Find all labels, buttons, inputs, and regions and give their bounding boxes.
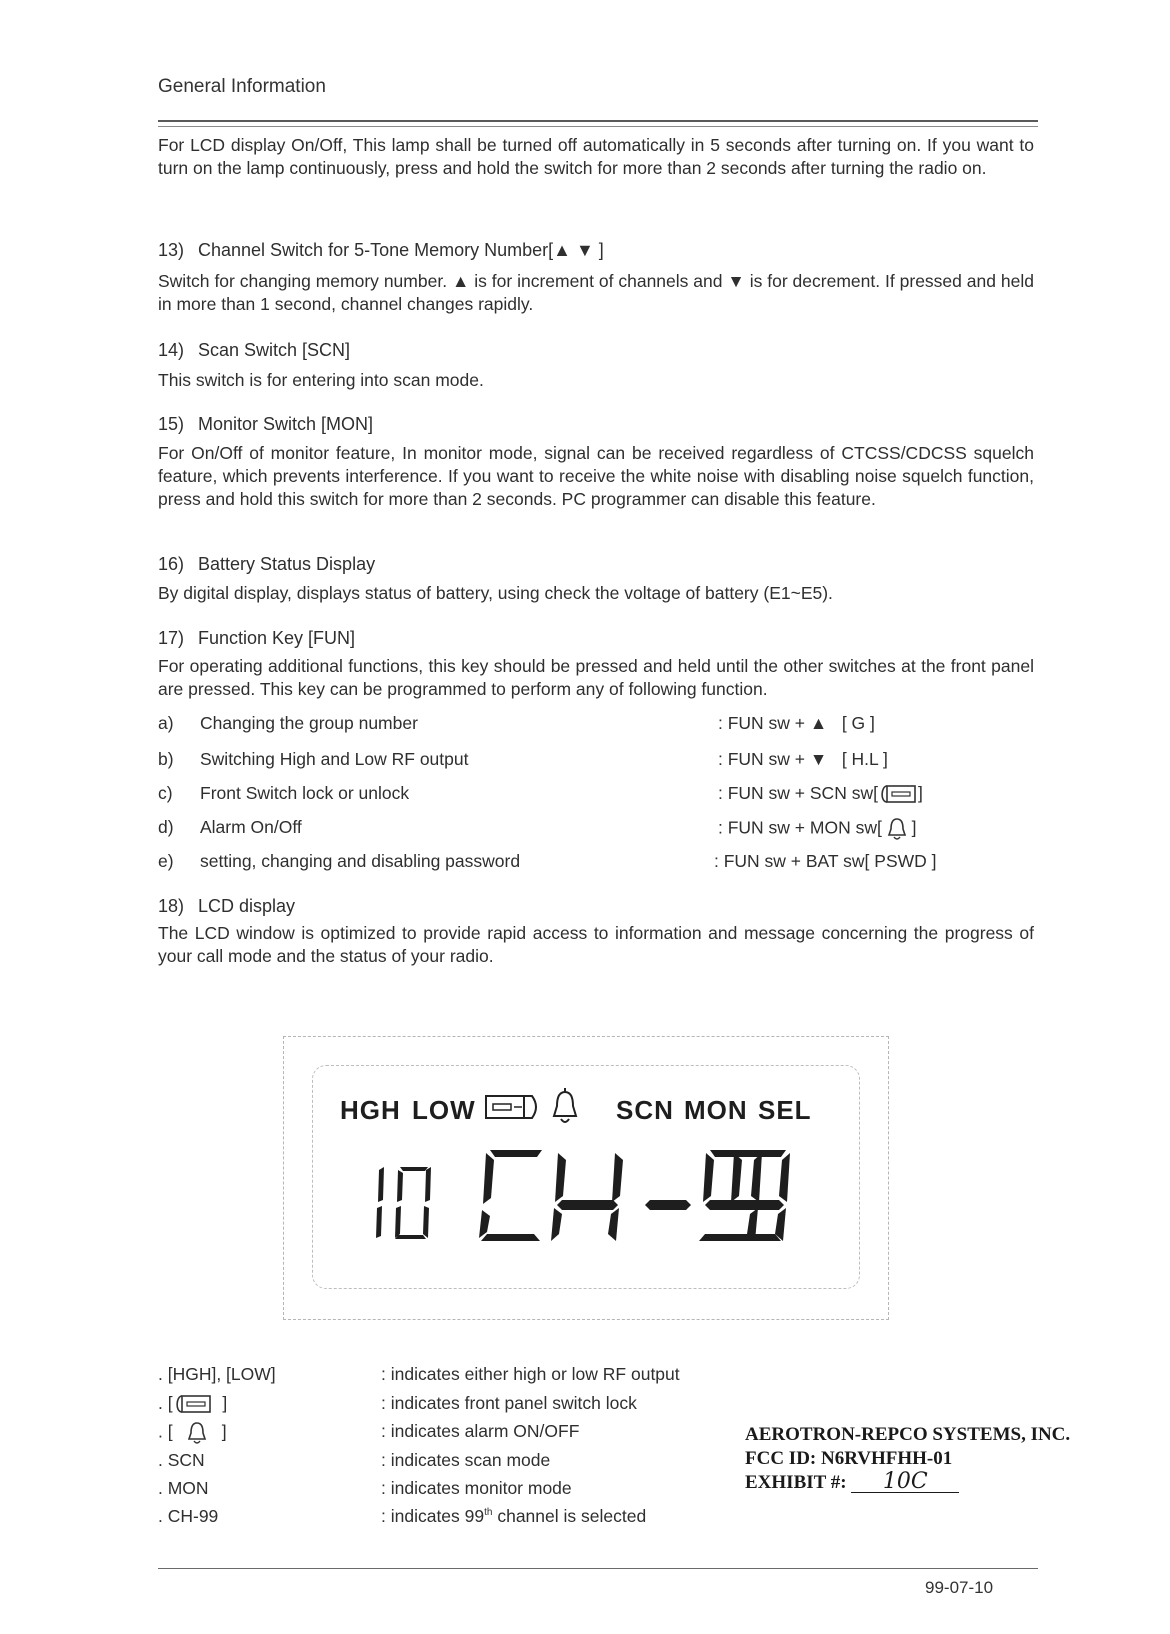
legend-row-lock	[158, 1393, 758, 1421]
lcd-label-mon: MON	[684, 1095, 748, 1125]
legend-value: : indicates scan mode	[381, 1450, 551, 1470]
legend-value: : indicates monitor mode	[381, 1478, 572, 1498]
section-15-body: For On/Off of monitor feature, In monitor mode, signal can be received regardless of CTCSS/CDCSS squelch feature, which prevents interference. If you want to receive the white noise with disabling noise squelch function, press and hold this switch for more than 2 seconds. PC programmer can disable this feature.	[158, 443, 1034, 509]
legend-key-bracket: ]	[222, 1393, 228, 1413]
legend-row-hgh-low	[158, 1364, 758, 1392]
section-number: 15)	[158, 414, 185, 434]
combo-keys: : FUN sw + ▼	[718, 749, 828, 769]
function-description: setting, changing and disabling password	[200, 851, 521, 871]
header-rule-secondary	[158, 126, 1038, 127]
function-row-d	[158, 817, 1038, 841]
group-digit-0	[395, 1167, 431, 1239]
legend-key: . MON	[158, 1478, 209, 1498]
function-row-c	[158, 783, 1038, 807]
legend-key-bracket: ]	[221, 1421, 227, 1442]
channel-digit-h	[551, 1153, 623, 1241]
exhibit-label-text: EXHIBIT #:	[745, 1472, 847, 1493]
function-combo	[718, 713, 875, 734]
legend-row-scn	[158, 1450, 758, 1478]
combo-code: ]	[911, 817, 917, 838]
lcd-label-scn: SCN	[616, 1095, 674, 1125]
combo-code: [ G ]	[841, 713, 875, 733]
key-lock-icon	[878, 783, 918, 805]
combo-keys: : FUN sw + MON sw[	[718, 817, 882, 838]
section-17-body: For operating additional functions, this key should be pressed and held until the other switches at the front panel are pressed. This key can be programmed to perform any of following function.	[158, 656, 1034, 699]
section-number: 17)	[158, 628, 185, 648]
section-14-body: This switch is for entering into scan mode.	[158, 370, 484, 390]
legend-value	[381, 1506, 646, 1527]
bell-icon	[552, 1086, 578, 1126]
legend-value-text: : indicates 99	[381, 1506, 485, 1526]
legend-key: . SCN	[158, 1450, 205, 1470]
function-combo	[714, 851, 937, 872]
section-18-body: The LCD window is optimized to provide rapid access to information and message concerning the progress of your call mode and the status of your radio.	[158, 923, 1034, 966]
legend-row-alarm	[158, 1421, 758, 1449]
function-description: Alarm On/Off	[200, 817, 302, 837]
legend-value: : indicates front panel switch lock	[381, 1393, 637, 1413]
legend-key	[158, 1393, 227, 1415]
legend-row-channel	[158, 1506, 758, 1534]
header-rule	[158, 120, 1038, 122]
section-title: Function Key [FUN]	[198, 628, 356, 648]
exhibit-label	[745, 1469, 959, 1494]
legend-value-superscript: th	[484, 1507, 493, 1519]
function-combo	[718, 817, 916, 841]
section-title: LCD display	[198, 896, 296, 916]
exhibit-number-handwritten: 10C	[851, 1472, 959, 1493]
section-title: Monitor Switch [MON]	[198, 414, 374, 434]
function-row-e	[158, 851, 1038, 875]
section-number: 18)	[158, 896, 185, 916]
intro-paragraph: For LCD display On/Off, This lamp shall be turned off automatically in 5 seconds after turning on. If you want to turn on the lamp continuously, press and hold the switch for more than 2 seconds after turning the radio on.	[158, 135, 1034, 178]
section-13-body: Switch for changing memory number. ▲ is for increment of channels and ▼ is for decrement. If pressed and held in more than 1 second, channel changes rapidly.	[158, 271, 1034, 314]
bell-icon	[187, 1421, 207, 1445]
legend-key: . [HGH], [LOW]	[158, 1364, 276, 1384]
function-letter: a)	[158, 713, 174, 733]
combo-keys: : FUN sw + BAT sw[ PSWD ]	[714, 851, 937, 871]
company-name: AEROTRON-REPCO SYSTEMS, INC.	[745, 1424, 1071, 1445]
function-row-b	[158, 749, 1038, 773]
legend-key	[158, 1421, 227, 1445]
group-digit-1	[376, 1167, 384, 1238]
legend-key-bracket: . [	[158, 1393, 173, 1413]
legend-value-text: channel is selected	[492, 1506, 647, 1526]
section-number: 16)	[158, 554, 185, 574]
function-combo	[718, 749, 888, 770]
page-header: General Information	[158, 76, 326, 97]
combo-keys: : FUN sw + SCN sw[	[718, 783, 878, 803]
channel-digit-c	[479, 1150, 542, 1241]
lcd-channel-readout	[480, 1140, 483, 1141]
section-number: 14)	[158, 340, 185, 360]
function-description: Front Switch lock or unlock	[200, 783, 410, 803]
function-row-a	[158, 713, 1038, 737]
section-title: Scan Switch [SCN]	[198, 340, 351, 360]
bell-icon	[887, 817, 907, 841]
section-13-heading	[158, 240, 604, 261]
function-combo	[718, 783, 923, 805]
section-16-body: By digital display, displays status of battery, using check the voltage of battery (E1~E5).	[158, 583, 833, 603]
channel-digit-9-second	[726, 1140, 800, 1250]
key-lock-icon	[173, 1393, 213, 1415]
function-description: Changing the group number	[200, 713, 418, 733]
function-letter: b)	[158, 749, 174, 769]
combo-keys: : FUN sw + ▲	[718, 713, 828, 733]
section-title: Channel Switch for 5-Tone Memory Number[▲ ▼ ]	[198, 240, 604, 260]
footer-date: 99-07-10	[925, 1578, 994, 1597]
section-number: 13)	[158, 240, 185, 260]
fcc-id: FCC ID: N6RVHFHH-01	[745, 1448, 953, 1469]
legend-value: : indicates alarm ON/OFF	[381, 1421, 580, 1441]
section-16-heading	[158, 554, 375, 575]
channel-digit-dash	[645, 1200, 691, 1210]
section-15-heading	[158, 414, 373, 435]
combo-code: [ H.L ]	[841, 749, 888, 769]
lcd-label-hgh: HGH	[340, 1095, 401, 1125]
key-lock-icon	[484, 1090, 542, 1124]
legend-key-bracket: . [	[158, 1421, 173, 1442]
lcd-label-sel: SEL	[758, 1095, 812, 1125]
legend-value: : indicates either high or low RF output	[381, 1364, 680, 1384]
section-18-heading	[158, 896, 295, 917]
section-17-heading	[158, 628, 355, 649]
section-title: Battery Status Display	[198, 554, 376, 574]
function-letter: c)	[158, 783, 173, 803]
lcd-group-readout	[370, 1140, 371, 1141]
function-letter: d)	[158, 817, 174, 837]
legend-row-mon	[158, 1478, 758, 1506]
function-description: Switching High and Low RF output	[200, 749, 469, 769]
section-14-heading	[158, 340, 350, 361]
footer-rule	[158, 1568, 1038, 1569]
combo-code: ]	[917, 783, 923, 803]
legend-key: . CH-99	[158, 1506, 219, 1526]
lcd-label-low: LOW	[412, 1095, 476, 1125]
function-letter: e)	[158, 851, 174, 871]
